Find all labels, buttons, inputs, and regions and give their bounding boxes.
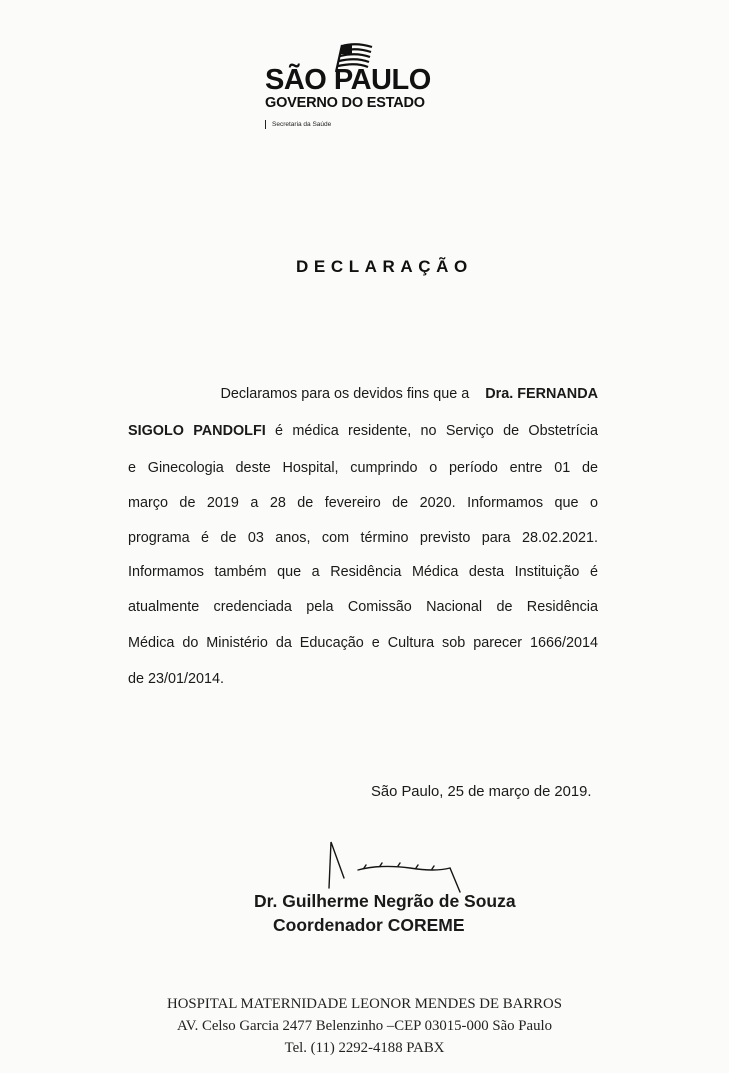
footer-phone: Tel. (11) 2292-4188 PABX <box>284 1040 445 1056</box>
body-line-1 <box>128 386 598 406</box>
footer-address: AV. Celso Garcia 2477 Belenzinho –CEP 03015-000 São Paulo <box>177 1018 552 1034</box>
signatory-name: Dr. Guilherme Negrão de Souza <box>254 891 516 911</box>
body-line-5: programa é de 03 anos, com término previsto para 28.02.2021. <box>128 530 598 546</box>
document-date: São Paulo, 25 de março de 2019. <box>371 784 592 800</box>
body-line-2-text: é médica residente, no Serviço de Obstetrícia <box>275 423 598 439</box>
body-line-1-text: Declaramos para os devidos fins que a <box>220 386 470 402</box>
body-line-3: e Ginecologia deste Hospital, cumprindo o período entre 01 de <box>128 460 598 476</box>
body-line-9: de 23/01/2014. <box>128 671 225 687</box>
body-line-6: Informamos também que a Residência Médica desta Instituição é <box>128 564 598 580</box>
signatory-role: Coordenador COREME <box>273 915 465 935</box>
footer-hospital: HOSPITAL MATERNIDADE LEONOR MENDES DE BARROS <box>167 996 562 1012</box>
logo-subtitle: GOVERNO DO ESTADO <box>265 95 425 111</box>
logo-title: SÃO PAULO <box>265 64 431 96</box>
sao-paulo-government-logo <box>262 40 442 140</box>
body-line-2 <box>128 423 598 443</box>
body-line-7: atualmente credenciada pela Comissão Nacional de Residência <box>128 599 598 615</box>
body-line-4: março de 2019 a 28 de fevereiro de 2020. Informamos que o <box>128 495 598 511</box>
document-title: DECLARAÇÃO <box>296 257 473 276</box>
logo-department: Secretaria da Saúde <box>265 120 331 129</box>
resident-name-part1: Dra. FERNANDA <box>485 386 598 402</box>
resident-name-part2: SIGOLO PANDOLFI <box>128 423 266 439</box>
body-line-8: Médica do Ministério da Educação e Cultura sob parecer 1666/2014 <box>128 635 598 651</box>
